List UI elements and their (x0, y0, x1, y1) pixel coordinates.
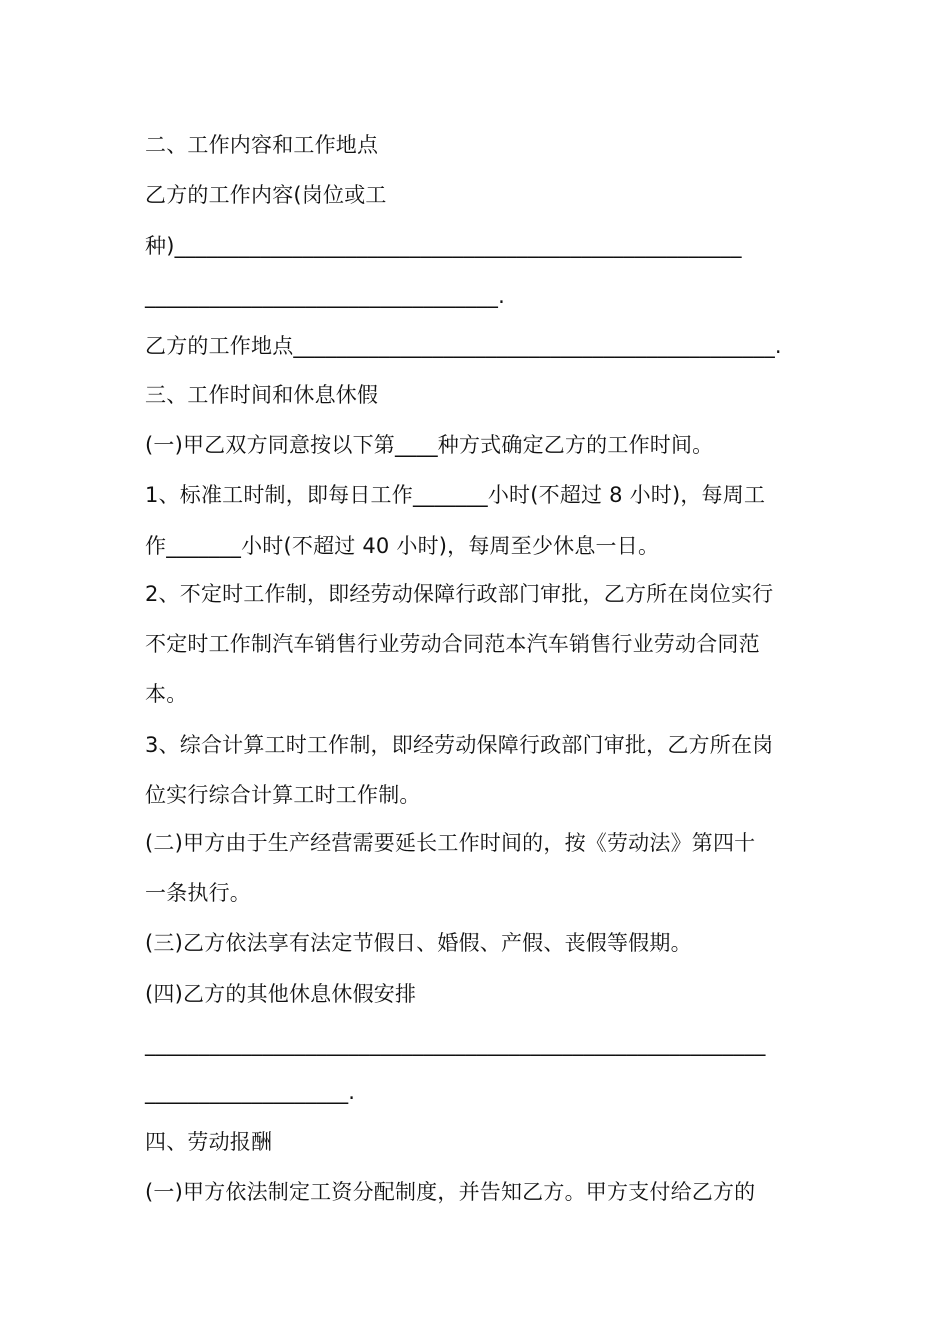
text-line: (一)甲方依法制定工资分配制度，并告知乙方。甲方支付给乙方的 (145, 1180, 756, 1204)
section-heading-2: 二、工作内容和工作地点 (145, 133, 379, 157)
section-heading-4: 四、劳动报酬 (145, 1130, 273, 1154)
section-heading-3: 三、工作时间和休息休假 (145, 383, 379, 407)
text-line: (三)乙方依法享有法定节假日、婚假、产假、丧假等假期。 (145, 931, 692, 955)
text-line: (四)乙方的其他休息休假安排 (145, 982, 417, 1006)
text-line: 2、不定时工作制，即经劳动保障行政部门审批，乙方所在岗位实行 (145, 582, 774, 606)
text-line: 1、标准工时制，即每日工作_______小时(不超过 8 小时)，每周工 (145, 483, 766, 507)
text-line: 位实行综合计算工时工作制。 (145, 783, 421, 807)
text-line: 3、综合计算工时工作制，即经劳动保障行政部门审批，乙方所在岗 (145, 733, 774, 757)
text-line: __________________________________________________________ (145, 1032, 766, 1056)
text-line: 一条执行。 (145, 881, 251, 905)
text-line: (一)甲乙双方同意按以下第____种方式确定乙方的工作时间。 (145, 433, 714, 457)
text-line: 种)_____________________________________________________ (145, 234, 742, 258)
text-line: _________________________________. (145, 284, 505, 308)
text-line: 乙方的工作地点_____________________________________________. (145, 334, 782, 358)
text-line: ___________________. (145, 1080, 356, 1104)
text-line: 不定时工作制汽车销售行业劳动合同范本汽车销售行业劳动合同范 (145, 632, 760, 656)
text-line: (二)甲方由于生产经营需要延长工作时间的，按《劳动法》第四十 (145, 831, 756, 855)
text-line: 乙方的工作内容(岗位或工 (145, 183, 387, 207)
text-line: 本。 (145, 682, 188, 706)
text-line: 作_______小时(不超过 40 小时)，每周至少休息一日。 (145, 534, 660, 558)
